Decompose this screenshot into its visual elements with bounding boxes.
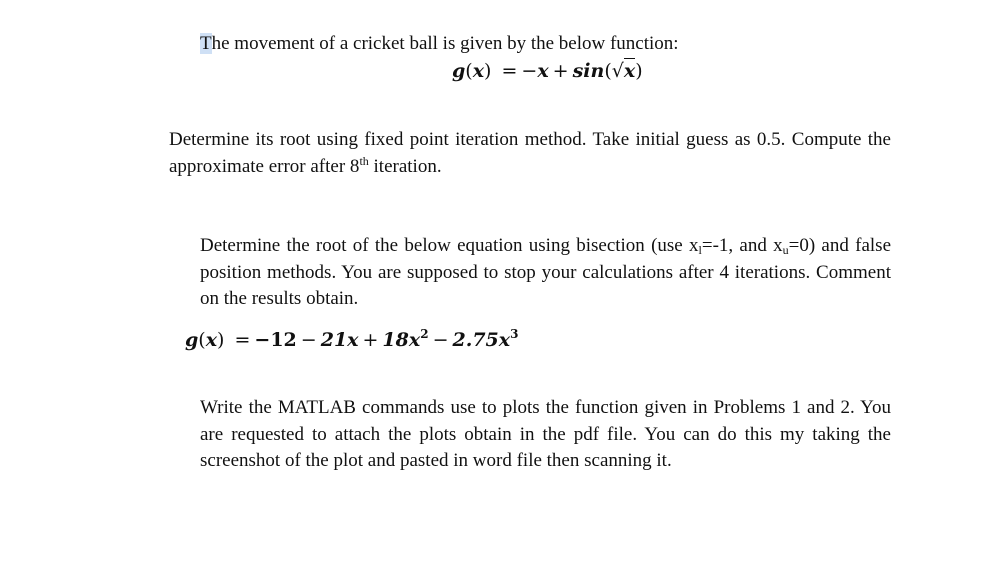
eq2-term4-exp: 3 [510, 327, 519, 341]
eq2-term2: 21x [320, 329, 359, 351]
eq1-plus: + [552, 60, 569, 82]
problem2-text-c: =0) and false position methods. You are supposed to stop your calculations after 4 iterations. Comment on the results obtain. [200, 235, 892, 309]
problem3-text [200, 395, 891, 475]
eq1-sqrt-var: x [623, 60, 636, 82]
eq1-sin: sin [572, 60, 605, 82]
problem1-task-text-end: iteration. [368, 155, 442, 177]
eq2-term3-exp: 2 [420, 327, 429, 341]
problem1-task-sup: th [359, 153, 369, 168]
eq2-op1: − [300, 329, 317, 351]
problem1-task [169, 127, 891, 180]
eq2-term3: 18x [382, 329, 421, 351]
problem1-intro-text: he movement of a cricket ball is given by the below function: [211, 33, 679, 54]
problem1-intro [200, 31, 900, 58]
eq2-term4: 2.75x [452, 329, 511, 351]
eq2-fn: g [185, 329, 199, 351]
problem1-task-text: Determine its root using fixed point iteration method. Take initial guess as 0.5. Compute the approximate error after 8 [169, 129, 891, 177]
problem3-text-body: Write the MATLAB commands use to plots the function given in Problems 1 and 2. You are requested to attach the plots obtain in the pdf file. You can do this my taking the screenshot of the plot and pasted in word file then scanning it. [200, 397, 891, 471]
eq2-term1: −12 [254, 329, 297, 351]
eq2-var: x [205, 329, 218, 351]
problem2-text-b: =-1, and x [701, 235, 783, 256]
problem2-text-a: Determine the root of the below equation using bisection (use x [200, 235, 699, 256]
eq1-minus: − [521, 60, 538, 82]
problem2-text [200, 233, 891, 313]
eq2-op3: − [432, 329, 449, 351]
eq1-var: x [472, 60, 485, 82]
problem2-sub-u: u [782, 243, 789, 257]
eq1-x: x [537, 60, 549, 82]
eq1-fn: g [452, 60, 466, 82]
eq1-equals: = [501, 60, 518, 82]
eq2-equals: = [234, 329, 251, 351]
problem1-equation: g(x) = −x + sin(√x) [452, 60, 643, 82]
eq2-op2: + [362, 329, 379, 351]
eq1-sqrt-symbol: √ [611, 60, 624, 82]
problem2-sub-l: l [698, 243, 702, 257]
problem1-intro-first-letter: T [200, 33, 212, 54]
problem2-equation: $g(x) = -12 - 21x + 18x^2 - 2.75x^3$ [185, 327, 519, 351]
